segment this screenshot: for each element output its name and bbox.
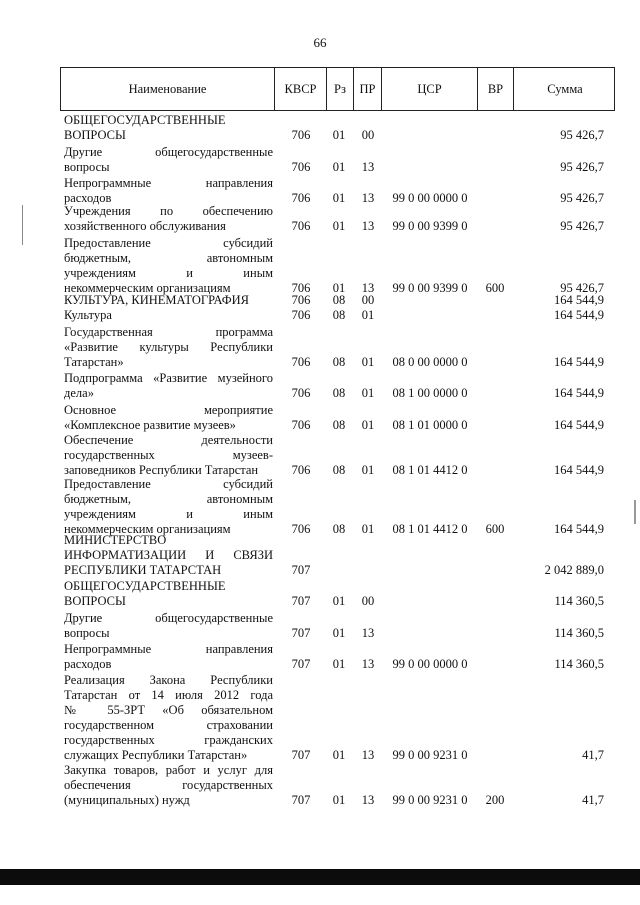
table-row [0, 308, 640, 323]
header-rz: Рз [326, 68, 353, 110]
row-name-line: МИНИСТЕРСТВО [64, 533, 167, 547]
row-sum: 41,7 [582, 793, 604, 807]
row-name [64, 293, 273, 308]
row-name-line: Предоставление субсидий [64, 477, 273, 491]
row-rz: 08 [332, 418, 346, 432]
row-kvsr: 706 [291, 386, 311, 400]
row-name [64, 236, 273, 296]
row-sum: 164 544,9 [554, 308, 604, 322]
row-sum: 95 426,7 [560, 128, 604, 142]
row-kvsr: 706 [291, 522, 311, 536]
row-name-line: служащих Республики Татарстан» [64, 748, 248, 762]
row-pr: 13 [361, 657, 375, 671]
row-name [64, 113, 273, 143]
row-pr: 13 [361, 191, 375, 205]
row-pr: 01 [361, 463, 375, 477]
row-name-line: РЕСПУБЛИКИ ТАТАРСТАН [64, 563, 222, 577]
row-rz: 01 [332, 748, 346, 762]
row-name-line: № 55-ЗРТ «Об обязательном [64, 703, 273, 717]
row-name-line: хозяйственного обслуживания [64, 219, 226, 233]
row-rz: 01 [332, 128, 346, 142]
row-pr: 00 [361, 128, 375, 142]
table-row [0, 176, 640, 206]
row-sum: 164 544,9 [554, 355, 604, 369]
row-kvsr: 707 [291, 594, 311, 608]
row-kvsr: 706 [291, 219, 311, 233]
row-sum: 164 544,9 [554, 386, 604, 400]
table-row [0, 579, 640, 609]
row-sum: 114 360,5 [554, 626, 604, 640]
row-kvsr: 707 [291, 626, 311, 640]
table-row [0, 204, 640, 234]
row-rz: 08 [332, 355, 346, 369]
table-row [0, 236, 640, 296]
row-vr: 600 [485, 522, 505, 536]
row-csr: 99 0 00 0000 0 [392, 191, 468, 205]
row-kvsr: 706 [291, 160, 311, 174]
page-number: 66 [313, 35, 327, 50]
row-name [64, 403, 273, 433]
row-name-line: Татарстан» [64, 355, 124, 369]
row-rz: 01 [332, 160, 346, 174]
row-sum: 164 544,9 [554, 418, 604, 432]
row-name-line: некоммерческим организациям [64, 281, 231, 295]
row-vr: 200 [485, 793, 505, 807]
header-vr: ВР [477, 68, 513, 110]
row-sum: 164 544,9 [554, 463, 604, 477]
row-csr: 99 0 00 9231 0 [392, 748, 468, 762]
row-pr: 13 [361, 748, 375, 762]
row-name-line: (муниципальных) нужд [64, 793, 190, 807]
row-sum: 2 042 889,0 [544, 563, 604, 577]
row-name-line: вопросы [64, 626, 110, 640]
row-kvsr: 707 [291, 657, 311, 671]
row-name [64, 371, 273, 401]
row-name-line: КУЛЬТУРА, КИНЕМАТОГРАФИЯ [64, 293, 249, 307]
row-name [64, 176, 273, 206]
row-kvsr: 706 [291, 355, 311, 369]
row-sum: 114 360,5 [554, 594, 604, 608]
table-row [0, 642, 640, 672]
row-pr: 00 [361, 594, 375, 608]
row-csr: 99 0 00 9231 0 [392, 793, 468, 807]
row-rz: 08 [332, 386, 346, 400]
table-row [0, 433, 640, 478]
header-kvsr: КВСР [274, 68, 326, 110]
row-csr: 08 1 00 0000 0 [392, 386, 468, 400]
row-sum: 95 426,7 [560, 160, 604, 174]
row-name-line: обеспечения государственных [64, 778, 273, 792]
row-name-line: «Развитие культуры Республики [64, 340, 273, 354]
row-sum: 95 426,7 [560, 219, 604, 233]
row-name [64, 433, 273, 478]
row-sum: 95 426,7 [560, 191, 604, 205]
row-kvsr: 706 [291, 281, 311, 295]
row-kvsr: 706 [291, 463, 311, 477]
row-name-line: Закупка товаров, работ и услуг для [64, 763, 273, 777]
row-name-line: «Комплексное развитие музеев» [64, 418, 236, 432]
row-name-line: бюджетным, автономным [64, 251, 273, 265]
row-csr: 99 0 00 0000 0 [392, 657, 468, 671]
row-csr: 08 1 01 4412 0 [392, 522, 468, 536]
row-name-line: вопросы [64, 160, 110, 174]
row-name-line: ОБЩЕГОСУДАРСТВЕННЫЕ [64, 579, 226, 593]
row-csr: 99 0 00 9399 0 [392, 281, 468, 295]
row-name [64, 611, 273, 641]
table-row [0, 293, 640, 308]
row-name-line: Предоставление субсидий [64, 236, 273, 250]
table-row [0, 477, 640, 537]
row-name-line: расходов [64, 657, 112, 671]
row-kvsr: 706 [291, 418, 311, 432]
row-name-line: государственных музеев- [64, 448, 273, 462]
table-row [0, 533, 640, 578]
header-pr: ПР [353, 68, 381, 110]
row-name-line: Основное мероприятие [64, 403, 273, 417]
row-name-line: Культура [64, 308, 112, 322]
row-name-line: учреждениям и иным [64, 507, 273, 521]
margin-mark-right [634, 500, 636, 524]
row-name [64, 145, 273, 175]
row-kvsr: 707 [291, 793, 311, 807]
row-rz: 08 [332, 308, 346, 322]
row-name-line: Непрограммные направления [64, 642, 273, 656]
row-sum: 41,7 [582, 748, 604, 762]
scan-edge-bar [0, 869, 640, 885]
row-name [64, 325, 273, 370]
row-kvsr: 706 [291, 128, 311, 142]
row-name [64, 579, 273, 609]
row-name-line: дела» [64, 386, 94, 400]
row-name-line: заповедников Республики Татарстан [64, 463, 259, 477]
row-rz: 08 [332, 293, 346, 307]
row-name-line: ВОПРОСЫ [64, 594, 126, 608]
row-name [64, 763, 273, 808]
row-name-line: государственном страховании [64, 718, 273, 732]
table-row [0, 673, 640, 763]
row-pr: 01 [361, 418, 375, 432]
row-rz: 01 [332, 657, 346, 671]
table-header [60, 67, 615, 111]
row-rz: 08 [332, 463, 346, 477]
row-name-line: учреждениям и иным [64, 266, 273, 280]
row-kvsr: 707 [291, 748, 311, 762]
row-name-line: расходов [64, 191, 112, 205]
row-rz: 01 [332, 219, 346, 233]
row-kvsr: 706 [291, 293, 311, 307]
row-name [64, 533, 273, 578]
row-csr: 08 0 00 0000 0 [392, 355, 468, 369]
row-rz: 01 [332, 626, 346, 640]
row-sum: 114 360,5 [554, 657, 604, 671]
row-name [64, 642, 273, 672]
table-row [0, 325, 640, 370]
row-pr: 13 [361, 793, 375, 807]
row-rz: 08 [332, 522, 346, 536]
row-name-line: Татарстан от 14 июля 2012 года [64, 688, 273, 702]
header-csr: ЦСР [381, 68, 477, 110]
header-name: Наименование [128, 81, 207, 96]
row-pr: 01 [361, 522, 375, 536]
row-rz: 01 [332, 281, 346, 295]
row-name-line: государственных гражданских [64, 733, 273, 747]
row-pr: 13 [361, 160, 375, 174]
row-name [64, 477, 273, 537]
row-pr: 13 [361, 626, 375, 640]
row-csr: 08 1 01 4412 0 [392, 463, 468, 477]
row-name-line: ВОПРОСЫ [64, 128, 126, 142]
table-row [0, 113, 640, 143]
row-name-line: Другие общегосударственные [64, 145, 273, 159]
row-pr: 13 [361, 219, 375, 233]
row-vr: 600 [485, 281, 505, 295]
row-name-line: Учреждения по обеспечению [64, 204, 273, 218]
row-pr: 13 [361, 281, 375, 295]
row-pr: 01 [361, 386, 375, 400]
row-rz: 01 [332, 191, 346, 205]
row-name-line: Государственная программа [64, 325, 273, 339]
row-name [64, 673, 273, 763]
row-name-line: Другие общегосударственные [64, 611, 273, 625]
row-kvsr: 707 [291, 563, 311, 577]
row-csr: 08 1 01 0000 0 [392, 418, 468, 432]
row-sum: 164 544,9 [554, 522, 604, 536]
row-sum: 95 426,7 [560, 281, 604, 295]
row-kvsr: 706 [291, 191, 311, 205]
table-row [0, 403, 640, 433]
row-pr: 01 [361, 308, 375, 322]
margin-mark [22, 205, 23, 245]
row-name-line: Обеспечение деятельности [64, 433, 273, 447]
row-name [64, 308, 273, 323]
table-row [0, 611, 640, 641]
header-sum: Сумма [513, 68, 616, 110]
row-rz: 01 [332, 594, 346, 608]
row-name-line: некоммерческим организациям [64, 522, 231, 536]
row-name-line: ОБЩЕГОСУДАРСТВЕННЫЕ [64, 113, 226, 127]
row-sum: 164 544,9 [554, 293, 604, 307]
row-name-line: Реализация Закона Республики [64, 673, 273, 687]
table-row [0, 763, 640, 808]
row-name-line: Подпрограмма «Развитие музейного [64, 371, 273, 385]
row-pr: 01 [361, 355, 375, 369]
row-kvsr: 706 [291, 308, 311, 322]
table-row [0, 145, 640, 175]
table-row [0, 371, 640, 401]
row-name-line: ИНФОРМАТИЗАЦИИ И СВЯЗИ [64, 548, 273, 562]
row-pr: 00 [361, 293, 375, 307]
row-rz: 01 [332, 793, 346, 807]
row-name-line: бюджетным, автономным [64, 492, 273, 506]
row-name [64, 204, 273, 234]
row-name-line: Непрограммные направления [64, 176, 273, 190]
row-csr: 99 0 00 9399 0 [392, 219, 468, 233]
